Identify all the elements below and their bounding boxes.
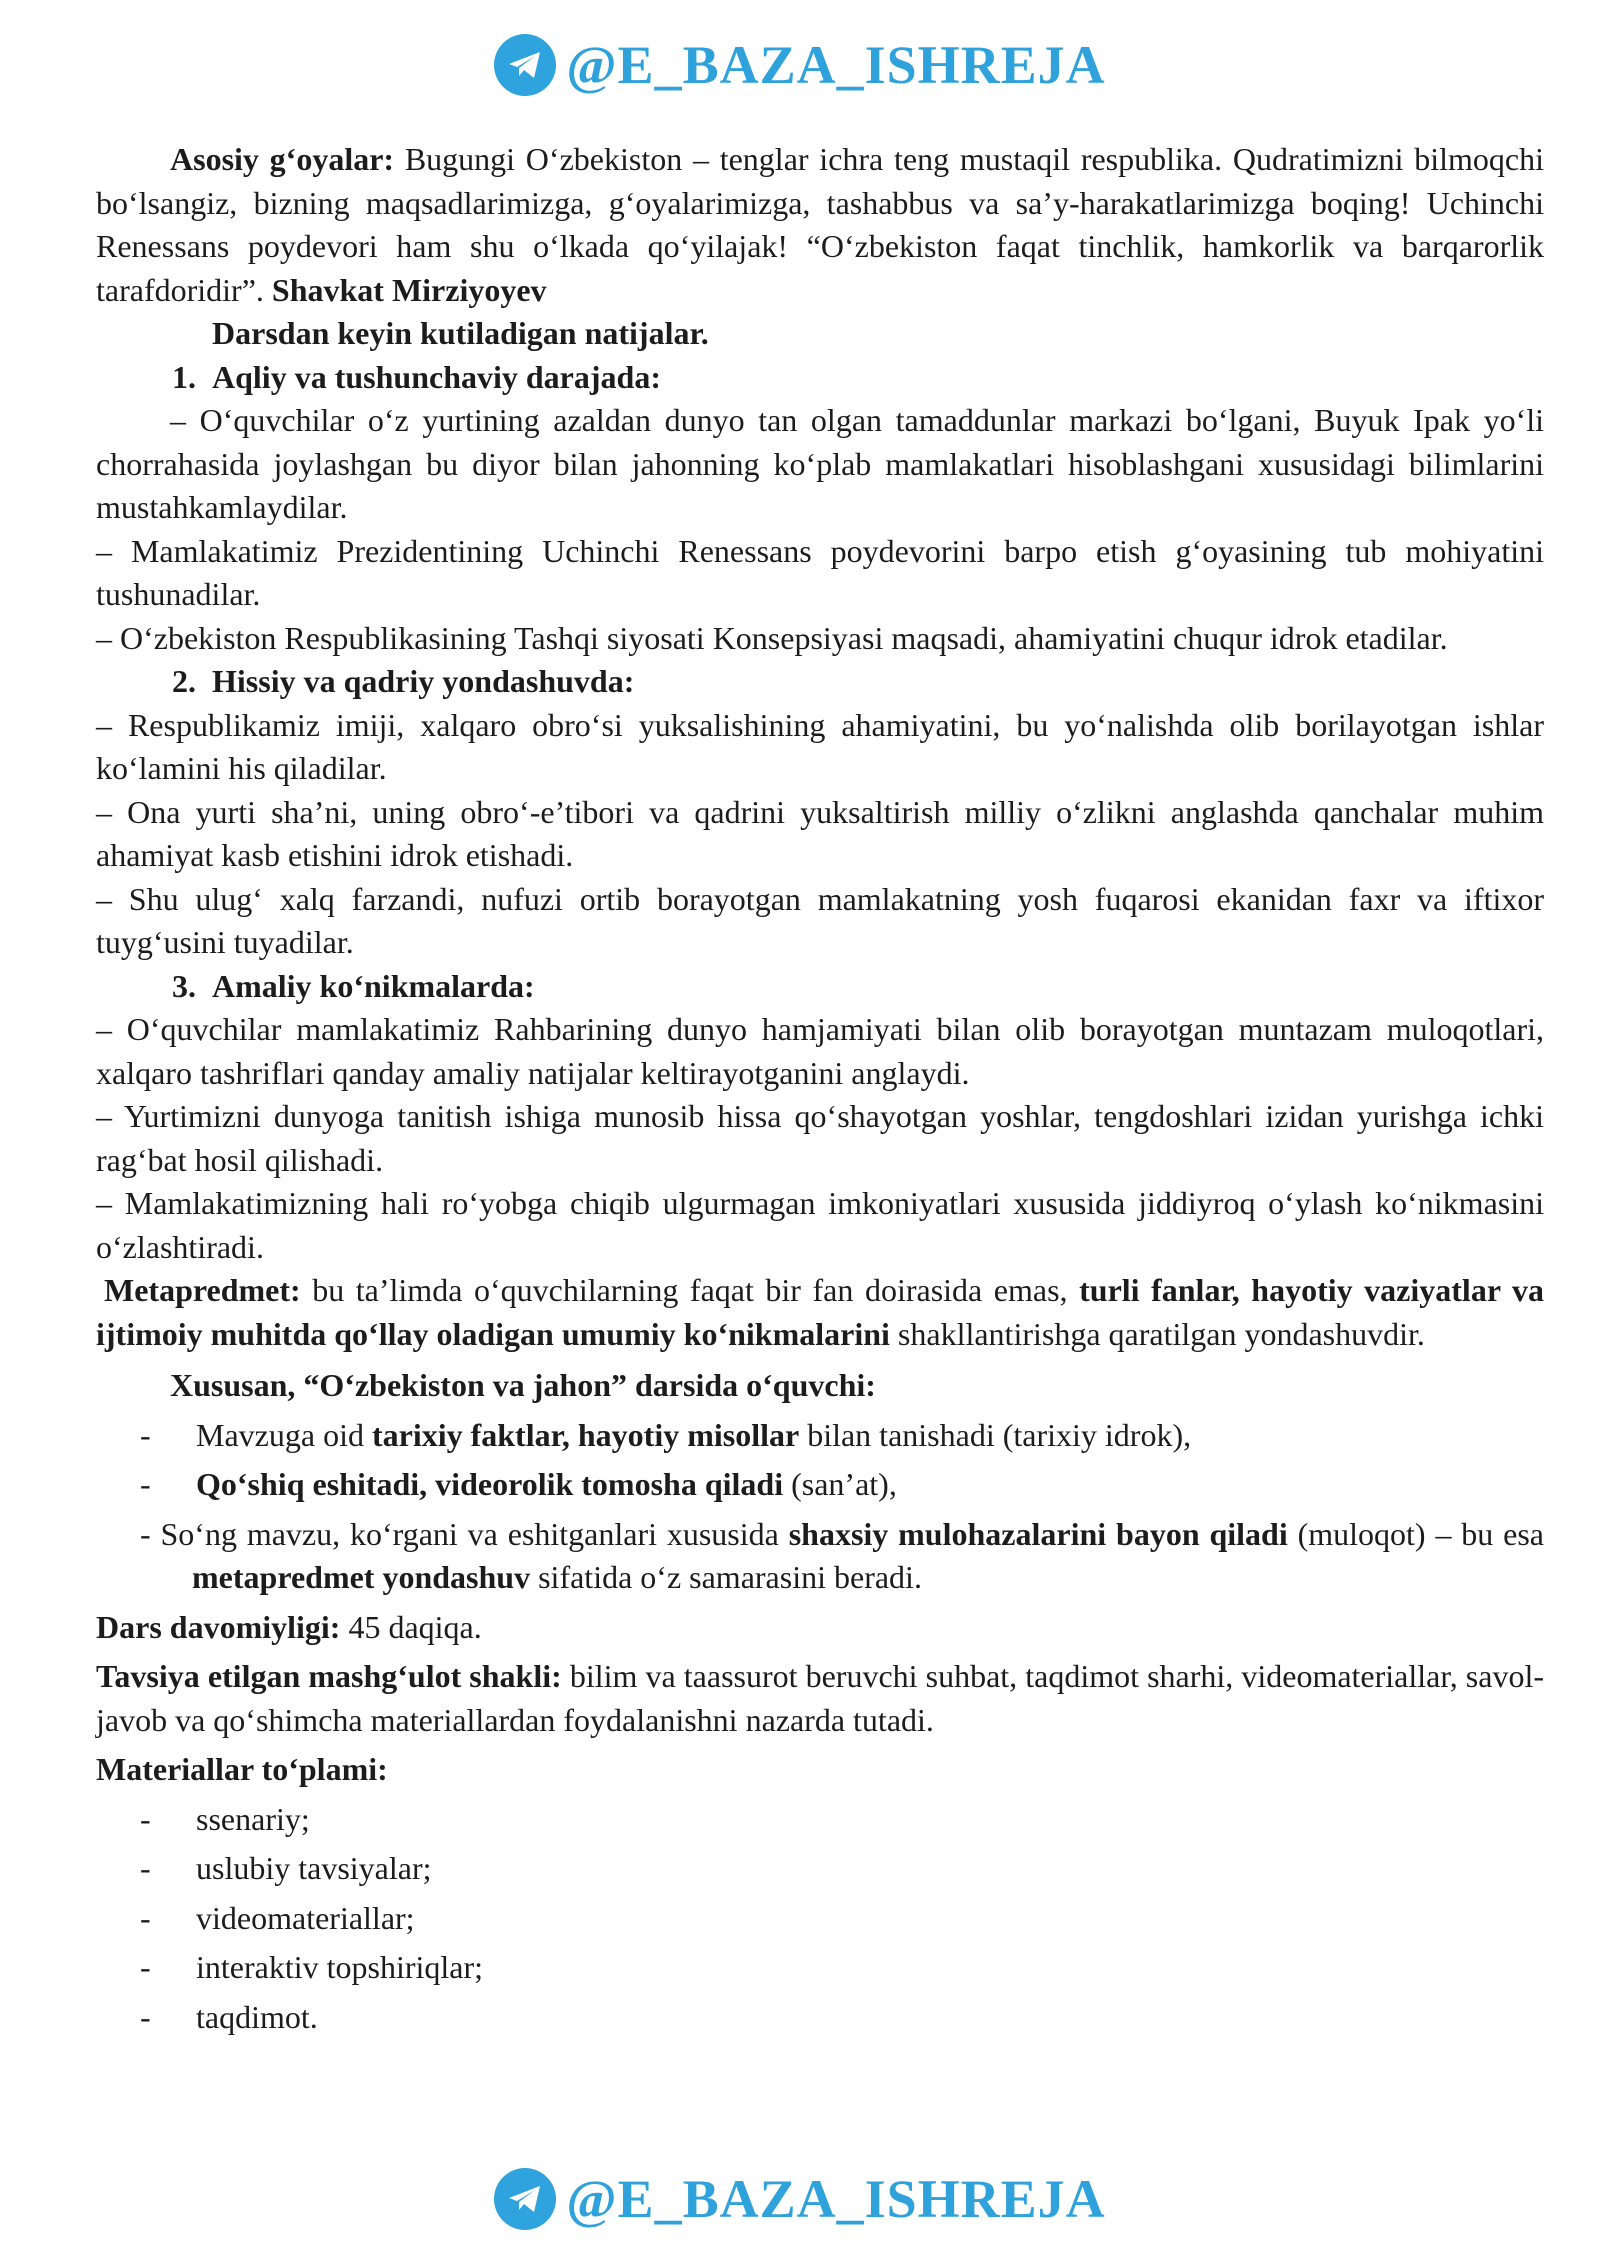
materials-item: - uslubiy tavsiyalar; xyxy=(140,1850,432,1886)
header-brand xyxy=(0,34,1600,96)
section-3-item-3: – Mamlakatimizning hali ro‘yobga chiqib ulgurmagan imkoniyatlari xususida jiddiyroq o‘ylash ko‘nikmasini o‘zlashtiradi. xyxy=(96,1185,1544,1265)
xususan-bullet-1: - Mavzuga oid tarixiy faktlar, hayotiy misollar bilan tanishadi (tarixiy idrok), xyxy=(140,1416,1192,1453)
metapredmet-paragraph: Metapredmet: bu ta’limda o‘quvchilarning faqat bir fan doirasida emas, turli fanlar, hayotiy vaziyatlar va ijtimoiy muhitda qo‘llay oladigan umumiy ko‘nikmalarini shakllantirishga qaratilgan yondashuvdir. xyxy=(96,1272,1545,1352)
intro-paragraph xyxy=(96,138,1544,312)
telegram-icon xyxy=(494,34,556,96)
section-1-item-3: – O‘zbekiston Respublikasining Tashqi siyosati Konsepsiyasi maqsadi, ahamiyatini chuqur idrok etadilar. xyxy=(96,619,1448,656)
footer-brand xyxy=(0,2168,1600,2230)
materials-title: Materiallar to‘plami: xyxy=(96,1751,388,1787)
materials-item: - taqdimot. xyxy=(140,1998,318,2035)
section-1-item-2: – Mamlakatimiz Prezidentining Uchinchi Renessans poydevorini barpo etish g‘oyasining tub mohiyatini tushunadilar. xyxy=(96,532,1544,612)
materials-item: - videomateriallar; xyxy=(140,1899,415,1936)
materials-item: - ssenariy; xyxy=(140,1800,310,1837)
section-3-item-1: – O‘quvchilar mamlakatimiz Rahbarining dunyo hamjamiyati bilan olib borayotgan muntazam muloqotlari, xalqaro tashriflari qanday amaliy natijalar keltirayotganini anglaydi. xyxy=(96,1011,1544,1091)
section-1-item-1: – O‘quvchilar o‘z yurtining azaldan dunyo tan olgan tamaddunlar markazi bo‘lgani, Buyuk Ipak yo‘li chorrahasida joylashgan bu diyor bilan jahonning ko‘plab mamlakatlari hisoblashgani xususidagi bilimlarini mustahkamlaydilar. xyxy=(96,402,1544,525)
section-2-item-2: – Ona yurti sha’ni, uning obro‘-e’tibori va qadrini yuksaltirish milliy o‘zlikni anglashda qanchalar muhim ahamiyat kasb etishini idrok etishadi. xyxy=(96,793,1544,873)
xususan-title: Xususan, “O‘zbekiston va jahon” darsida o‘quvchi: xyxy=(170,1367,876,1403)
xususan-bullet-3: - So‘ng mavzu, ko‘rgani va eshitganlari xususida shaxsiy mulohazalarini bayon qiladi (muloqot) – bu esa metapredmet yondashuv sifatida o‘z samarasini beradi. xyxy=(140,1515,1545,1595)
duration-paragraph: Dars davomiyligi: 45 daqiqa. xyxy=(96,1608,482,1645)
results-title: Darsdan keyin kutiladigan natijalar. xyxy=(212,315,709,351)
telegram-icon xyxy=(494,2168,556,2230)
section-2-heading: 2. Hissiy va qadriy yondashuvda: xyxy=(172,663,635,699)
document-body xyxy=(96,138,1544,2039)
intro-author: Shavkat Mirziyoyev xyxy=(263,271,547,308)
section-3-heading: 3. Amaliy ko‘nikmalarda: xyxy=(172,967,535,1004)
materials-item: - interaktiv topshiriqlar; xyxy=(140,1949,484,1985)
xususan-bullet-2: - Qo‘shiq eshitadi, videorolik tomosha qiladi (san’at), xyxy=(140,1466,897,1502)
brand-handle[interactable]: @E_BAZA_ISHREJA xyxy=(566,35,1106,95)
intro-label: Asosiy g‘oyalar: xyxy=(170,141,395,177)
intro-text: Bugungi O‘zbekiston – tenglar ichra teng mustaqil respublika. Qudratimizni bilmoqchi bo‘lsangiz, bizning maqsadlarimizga, g‘oyalarimizga, tashabbus va sa’y-harakatlarimizga boqing! Uchinchi Renessans poydevori ham shu o‘lkada qo‘yilajak! “O‘zbekiston faqat tinchlik, hamkorlik va barqarorlik tarafdoridir”. xyxy=(96,141,1544,308)
section-2-item-3: – Shu ulug‘ xalq farzandi, nufuzi ortib borayotgan mamlakatning yosh fuqarosi ekanidan faxr va iftixor tuyg‘usini tuyadilar. xyxy=(96,880,1544,960)
section-2-item-1: – Respublikamiz imiji, xalqaro obro‘si yuksalishining ahamiyatini, bu yo‘nalishda olib borilayotgan ishlar ko‘lamini his qiladilar. xyxy=(96,706,1544,786)
section-3-item-2: – Yurtimizni dunyoga tanitish ishiga munosib hissa qo‘shayotgan yoshlar, tengdoshlari izidan yurishga ichki rag‘bat hosil qilishadi. xyxy=(96,1098,1544,1178)
brand-handle[interactable]: @E_BAZA_ISHREJA xyxy=(566,2169,1106,2229)
form-paragraph: Tavsiya etilgan mashg‘ulot shakli: bilim va taassurot beruvchi suhbat, taqdimot sharhi, videomateriallar, savol-javob va qo‘shimcha materiallardan foydalanishni nazarda tutadi. xyxy=(96,1658,1545,1738)
section-1-heading: 1. Aqliy va tushunchaviy darajada: xyxy=(172,358,661,395)
